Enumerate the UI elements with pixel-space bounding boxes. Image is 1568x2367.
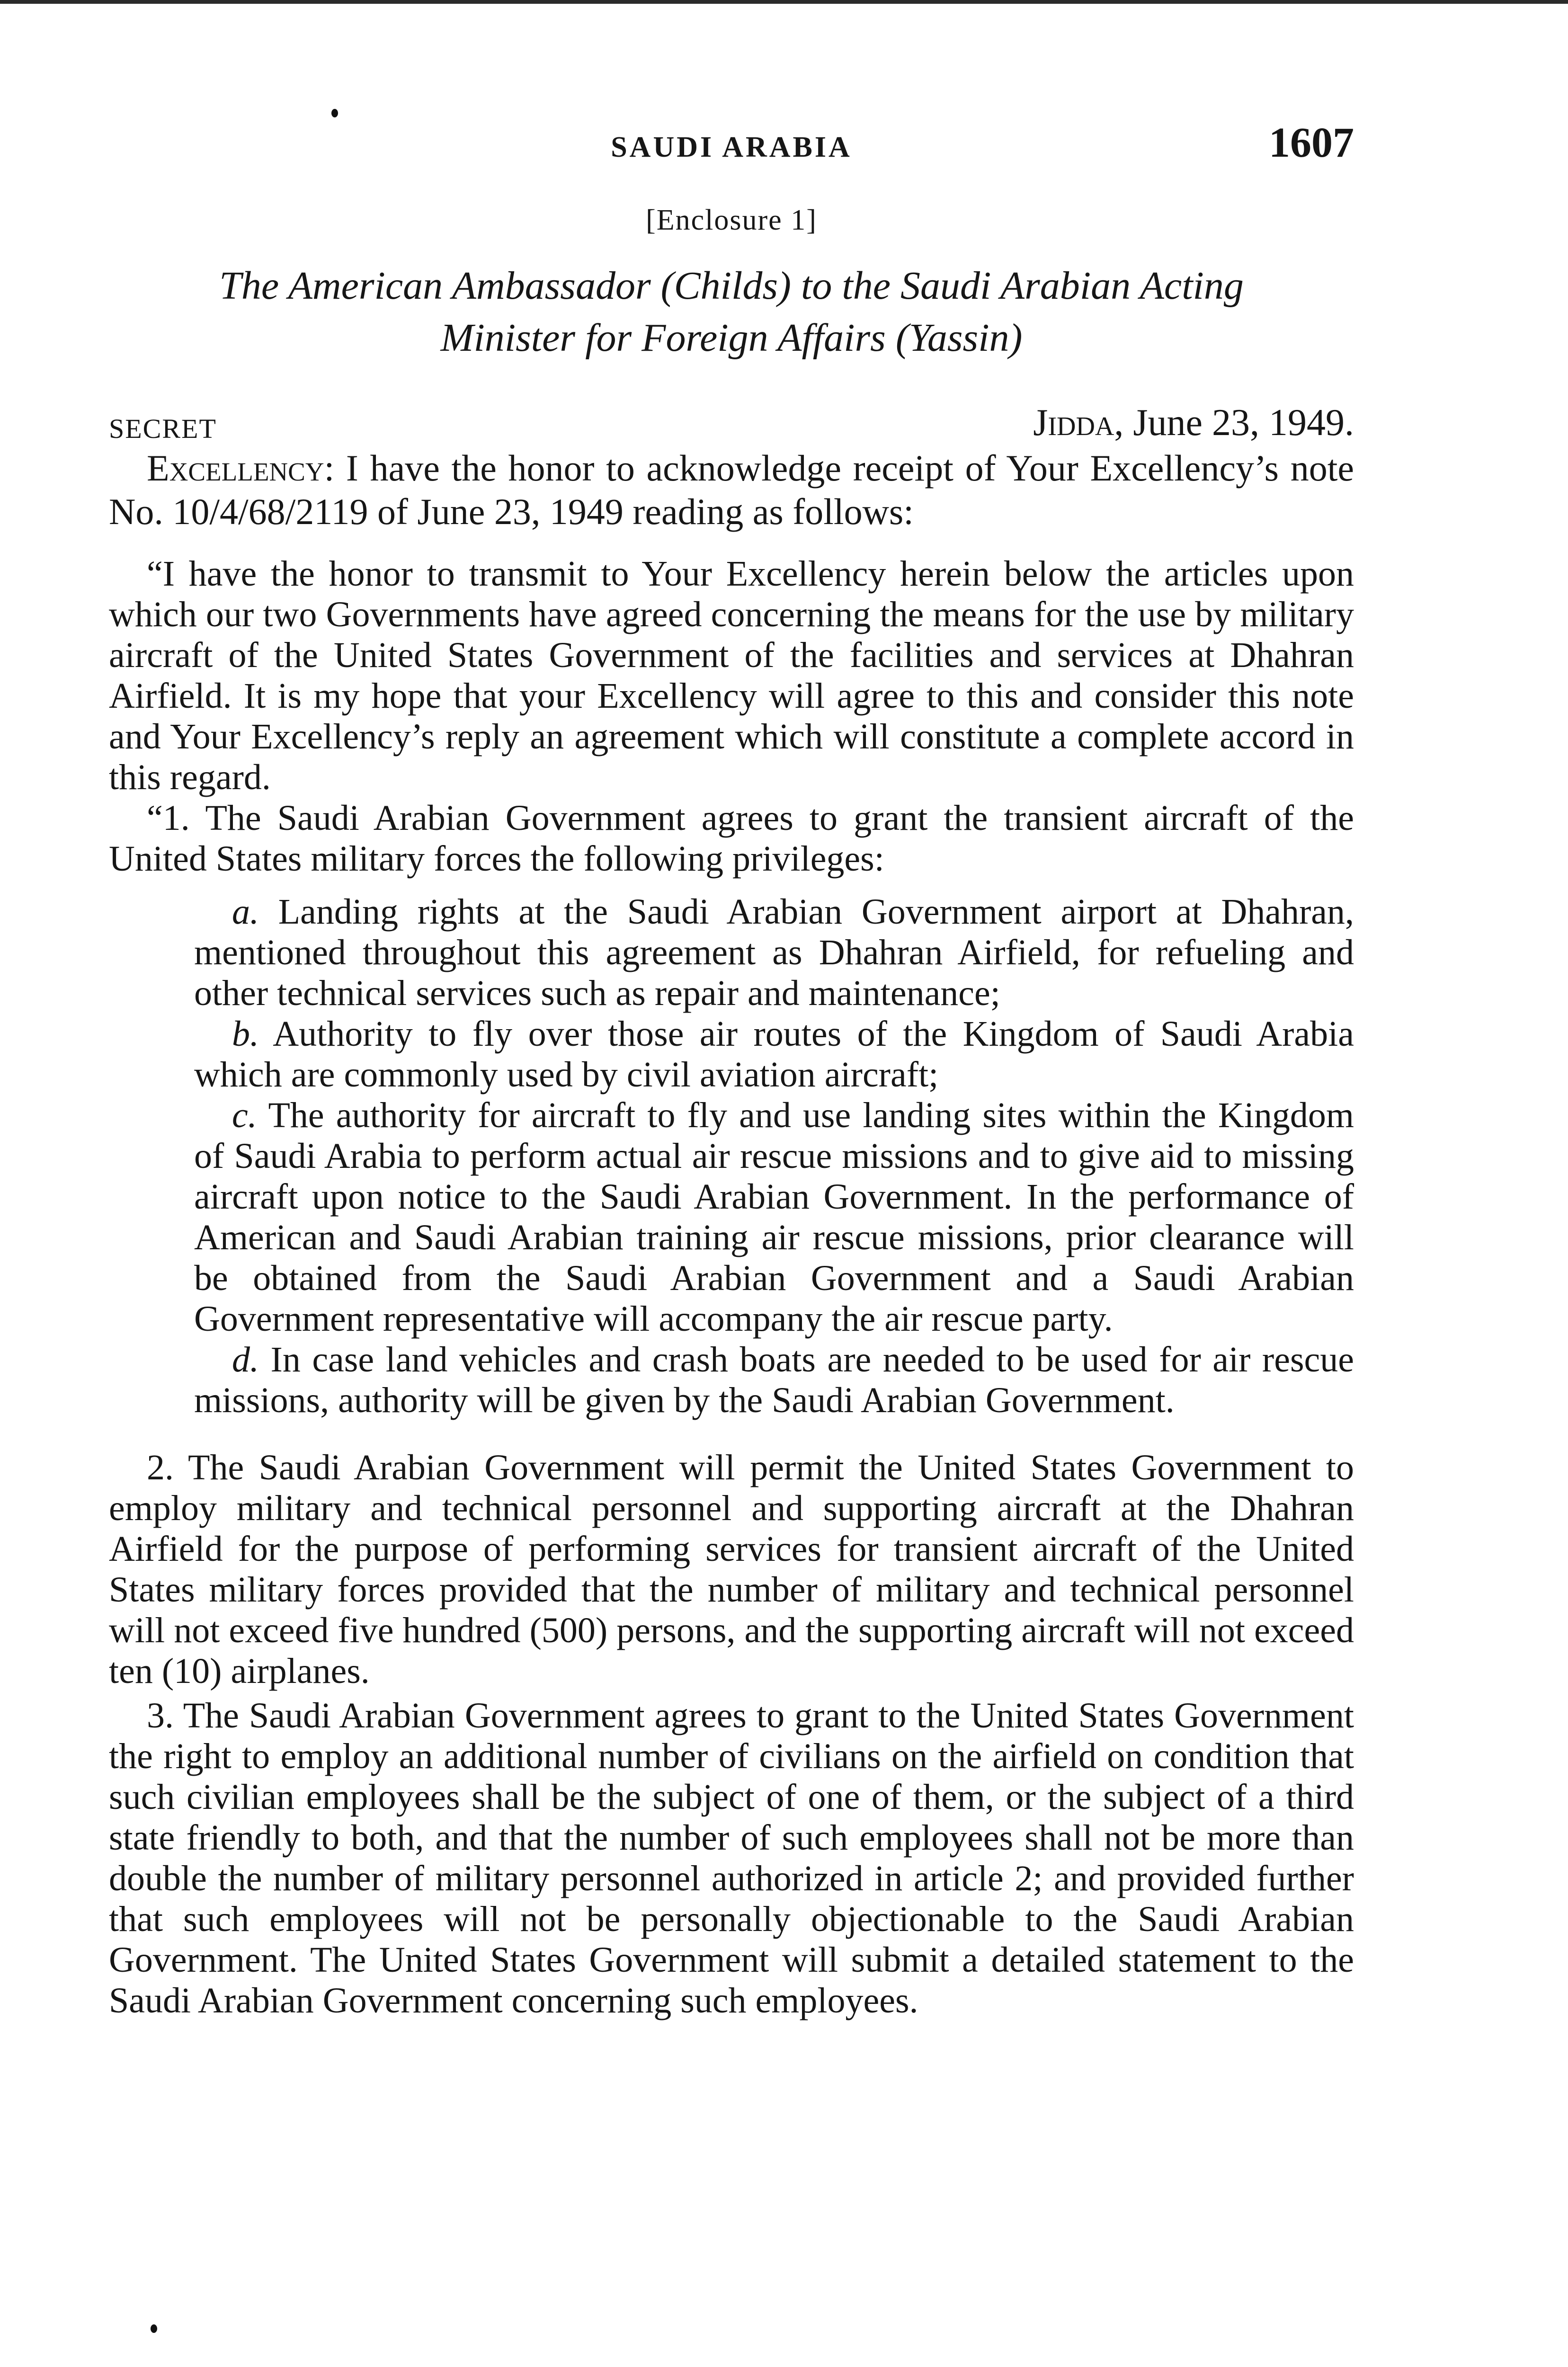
date-text: , June 23, 1949. bbox=[1114, 402, 1354, 444]
place-name: Jidda bbox=[1033, 402, 1114, 444]
article-3: 3. The Saudi Arabian Government agrees to grant to the United States Government the right to employ an additional number of civilians on the airfield on condition that such civilian employees shall be the subject of one of them, or the subject of a third state friendly to both, and that the number of such employees shall not be more than double the number of military personnel authorized in article 2; and provided further that such employees will not be personally objectionable to the Saudi Arabian Government. The United States Government will submit a detailed statement to the Saudi Arabian Government concerning such employees. bbox=[109, 1696, 1354, 2020]
privilege-c bbox=[194, 1095, 1354, 1339]
privilege-d bbox=[194, 1339, 1354, 1421]
enclosure-label: [Enclosure 1] bbox=[646, 204, 817, 236]
privilege-a bbox=[194, 891, 1354, 1014]
document-title-line-1: The American Ambassador (Childs) to the Saudi Arabian Acting bbox=[219, 264, 1244, 308]
page-number: 1607 bbox=[1269, 119, 1354, 166]
document-title-line-2: Minister for Foreign Affairs (Yassin) bbox=[440, 316, 1023, 360]
privilege-text: Authority to fly over those air routes of the Kingdom of Saudi Arabia which are commonly used by civil aviation aircraft; bbox=[194, 1014, 1354, 1095]
quoted-note-intro: “I have the honor to transmit to Your Excellency herein below the articles upon which our two Governments have agreed concerning the means for the use by military aircraft of the United States Government of the facilities and services at Dhahran Airfield. It is my hope that your Excellency will agree to this and consider this note and Your Excellency’s reply an agreement which will constitute a complete accord in this regard. bbox=[109, 554, 1354, 797]
page-header bbox=[109, 114, 1354, 170]
privilege-letter: d. bbox=[232, 1340, 259, 1379]
running-head: SAUDI ARABIA bbox=[611, 131, 852, 163]
article-2: 2. The Saudi Arabian Government will permit the United States Government to employ military and technical personnel and supporting aircraft at the Dhahran Airfield for the purpose of performing services for transient aircraft of the United States military forces provided that the number of military and technical personnel will not exceed five hundred (500) persons, and the supporting aircraft will not exceed ten (10) airplanes. bbox=[109, 1448, 1354, 1691]
privilege-letter: b. bbox=[232, 1014, 259, 1054]
article-1-privileges bbox=[194, 891, 1354, 1421]
document-title bbox=[109, 260, 1354, 364]
page-top-edge bbox=[0, 0, 1568, 4]
opening-paragraph bbox=[109, 446, 1354, 534]
document-page bbox=[109, 114, 1354, 2021]
privilege-text: In case land vehicles and crash boats are needed to be used for air rescue missions, authority will be given by the Saudi Arabian Government. bbox=[194, 1340, 1354, 1420]
classification-marking: SECRET bbox=[109, 413, 217, 444]
privilege-text: The authority for aircraft to fly and use landing sites within the Kingdom of Saudi Arabia to perform actual air rescue missions and to give aid to missing aircraft upon notice to the Saudi Arabian Government. In the performance of American and Saudi Arabian training air rescue missions, prior clearance will be obtained from the Saudi Arabian Government and a Saudi Arabian Government representative will accompany the air rescue party. bbox=[194, 1095, 1354, 1339]
dateline bbox=[109, 392, 1354, 445]
print-speck bbox=[151, 2324, 157, 2333]
privilege-b bbox=[194, 1014, 1354, 1095]
privilege-letter: c. bbox=[232, 1095, 257, 1135]
privilege-letter: a. bbox=[232, 892, 259, 932]
article-1: “1. The Saudi Arabian Government agrees to grant the transient aircraft of the United States military forces the following privileges: bbox=[109, 798, 1354, 879]
salutation: Excellency bbox=[147, 447, 324, 489]
opening-text: : I have the honor to acknowledge receipt of Your Excellency’s note No. 10/4/68/2119 of June 23, 1949 reading as follows: bbox=[109, 447, 1354, 532]
place-and-date bbox=[1033, 401, 1354, 445]
privilege-text: Landing rights at the Saudi Arabian Government airport at Dhahran, mentioned throughout this agreement as Dhahran Airfield, for refueling and other technical services such as repair and maintenance; bbox=[194, 892, 1354, 1013]
